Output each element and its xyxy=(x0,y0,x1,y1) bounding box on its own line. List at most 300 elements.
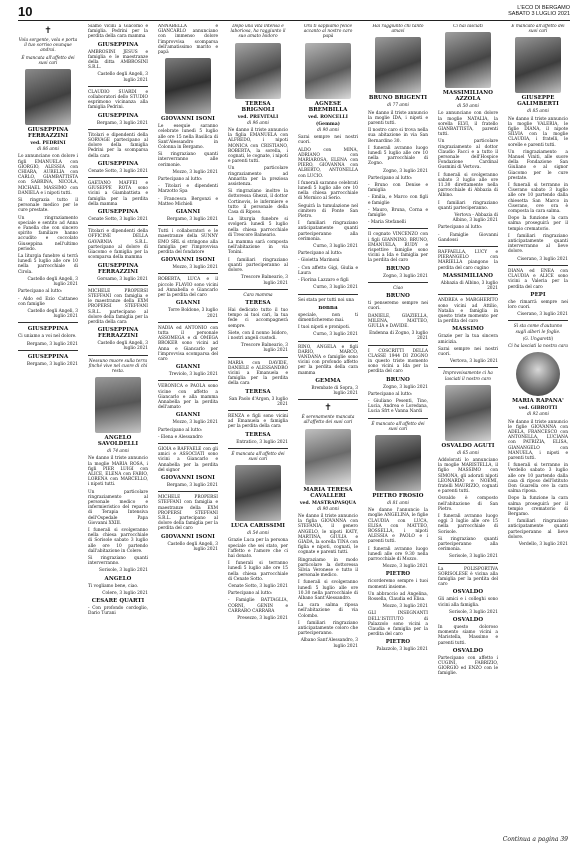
divider xyxy=(88,225,148,226)
divider xyxy=(88,177,148,178)
notice-signature: Sorisole, 3 luglio 2021 xyxy=(448,554,498,560)
paper-name: L'ECO DI BERGAMO xyxy=(517,5,570,11)
notice-text: GLI INSEGNANTI DELL'ISTITUTO di Palazzolo sono vicini a Claudia e famiglia per la perdita del caro xyxy=(368,611,428,638)
notice-signature: Mozzo, 3 luglio 2021 xyxy=(172,265,218,271)
portrait-photo xyxy=(235,465,281,521)
notice-intro: Ci ha lasciati la nostra cara xyxy=(508,343,568,349)
notice-text: - Mauro, Bruna, Corna e famiglie xyxy=(368,207,428,219)
deceased-age: di 90 anni xyxy=(317,128,339,134)
notice-signature: Cenate Sotto, 3 luglio 2021 xyxy=(228,584,288,589)
notice-text: Si ringraziano inoltre la dottoressa Ghezzi, il dottor Cortinovis, le infermiere e tutto il personale della Casa di Riposo. xyxy=(228,189,288,216)
notice-text: Partecipano al lutto: xyxy=(228,591,273,597)
notice-text: Si ringraziano quanti interverranno. xyxy=(88,556,148,567)
notice-text: La liturgia funebre si svolgerà lunedì 5 luglio nella chiesa parrocchiale di Trescore Balneario. xyxy=(228,217,288,238)
notice-signature: Zogno, 3 luglio 2021 xyxy=(382,384,428,390)
notice-text: - Bruno con Denise e famiglia xyxy=(368,183,428,194)
divider xyxy=(158,273,218,274)
notice-text: Un ringraziamento a Manuel Viniti, alle suore della Fondazione San Giuliano e al signor Giacomo per le cure prestate. xyxy=(508,149,568,181)
notice-text: I funerali avranno luogo lunedì alle ore 9.30 nella parrocchiale di Mozzo. xyxy=(368,546,428,562)
deceased-name: LUCA CARISSIMI xyxy=(230,523,286,530)
divider xyxy=(158,443,218,444)
notice-text: Il cognato VINCENZO con i figli GIANNINO, BRUNO, EMANUELA, RUDY e rispettive famiglie sono vicini a Ida e famiglia per la perdita del caro xyxy=(368,232,428,264)
notice-text: Ne danno il triste annuncio la moglie IDA, i nipoti e parenti tutti. xyxy=(368,110,428,127)
notice-text: NADIA ed ANTONIO con tutta il personale ASSOMEGA e di OMEGA BROKER sono vicini ad Anna e Giancarlo per l'improvvisa scomparsa del caro xyxy=(158,325,218,362)
notice-signature: Presezzo, 3 luglio 2021 xyxy=(237,616,288,622)
notice-text: Partecipano al lutto: xyxy=(438,225,483,231)
divider xyxy=(438,294,498,295)
divider xyxy=(158,225,218,226)
deceased-name: nonna xyxy=(318,304,338,311)
notice-text: Ci uniamo a voi nel dolore. xyxy=(18,334,77,340)
deceased-name: OSVALDO xyxy=(452,617,484,624)
portrait-photo xyxy=(235,43,281,99)
notice-signature: Bergamo, 3 luglio 2021 xyxy=(166,217,218,223)
notice-signature: Abbazia di Albino, 3 luglio 2021 xyxy=(440,280,498,292)
notice-signature: Mozzo, 3 luglio 2021 xyxy=(382,564,428,570)
notice-text: I tuoi nipoti e pronipoti. xyxy=(298,325,351,331)
deceased-age: di 65 anni xyxy=(457,450,479,456)
notice-text: Si ringraziano quanti interverranno alle cerimonie. xyxy=(158,152,218,168)
deceased-name: PIETRO FROSIO xyxy=(372,492,424,499)
notice-text: - Aldo ed Ezio Cattaneo con famiglie xyxy=(18,296,78,307)
notice-text: Le esequie saranno celebrate lunedì 5 luglio alle ore 15 nella Basilica di Sant'Alessandro in Colonna in Bergamo. xyxy=(158,124,218,151)
deceased-subname: ved. PEDRINI xyxy=(30,141,66,147)
deceased-name: GIUSEPPINA xyxy=(97,112,139,119)
column-6 xyxy=(368,24,428,844)
notice-text: MICHELE PROPERSI STEFFANI con famiglia e maestranze della EXM PROPERSI STEFFANI S.R.L. partecipano al dolore della famiglia per la perdita del caro xyxy=(158,495,218,532)
divider xyxy=(438,367,498,368)
deceased-name: PIETRO xyxy=(385,571,411,578)
deceased-name: BRUNO BRIGENTI xyxy=(368,95,428,102)
portrait-photo xyxy=(95,377,141,433)
notice-text: Ne danno il triste annuncio la figlia EMANUELA con ALFREDO, i nipoti MONICA con CRISTIANO, ROBERTA, la sorella, i cognati, le cognate, i nipoti e parenti tutti. xyxy=(228,128,288,165)
notice-intro: Ci hai lasciati xyxy=(453,24,483,29)
deceased-age: di 54 anni xyxy=(247,531,269,537)
notice-text: Un ringraziamento speciale e sentito ad Anna e Fanella che con sincero spirito familiare hanno accudito e coccolato Giuseppina nell'ultimo periodo. xyxy=(18,215,78,252)
notice-text: ricorderemo sempre i tuoi momenti insieme. xyxy=(368,579,428,590)
notice-text: Siamo vicini a Giacomo e famiglia. Pedrini per la perdita della cara mamma xyxy=(88,24,148,40)
deceased-name: GIUSEPPINA FERRAZZINI xyxy=(97,327,139,340)
notice-text: - Titolari e dipendenti Marzotto Spa xyxy=(158,184,218,195)
notice-signature: Zogno, 3 luglio 2021 xyxy=(382,273,428,279)
deceased-name: MARIA TERESA CAVALLERI xyxy=(303,486,353,499)
notice-text: Partecipano con affetto i CUGINI, FABRIZIO, GIORGIO ed ENZO con le famiglie. xyxy=(438,655,498,677)
notice-signature: Sorisole, 3 luglio 2021 xyxy=(98,568,148,574)
notice-text: Ne danno l'annuncio la moglie ANGELINA, le figlie CLAUDIA con LUCA, ELISA con MATTEO, ROSSELLA, i nipoti ALESSIA e PAOLO e i parenti tutti. xyxy=(368,508,428,545)
divider xyxy=(438,563,498,564)
notice-intro: È mancato all'affetto dei suoi cari xyxy=(371,421,425,432)
notice-text: La POLISPORTIVA SORISOLESE è vicina alla famiglia per la perdita del caro xyxy=(438,566,498,588)
notice-signature: Castello degli Angeli, 3 luglio 2021 xyxy=(97,341,148,352)
column-1 xyxy=(18,24,78,844)
deceased-name: GIOVANNI ISONI xyxy=(161,116,215,123)
deceased-name: GIUSEPPINA xyxy=(27,353,69,360)
notice-text: DIANA ed ENEA con CLAUDIA e ALICE sono vicini a Valeria per la perdita del caro xyxy=(508,268,568,290)
notice-text: ANDREA e MARGHERITO sono vicini ad Attilio, Natalia e famiglia in questo triste momento per la perdita del caro xyxy=(438,298,498,325)
notice-intro: Cara mamma xyxy=(243,292,273,298)
notice-signature: Bergamo, 3 luglio 2021 xyxy=(96,120,148,126)
deceased-name: OSVALDO xyxy=(452,647,484,654)
divider xyxy=(228,289,288,290)
notice-text: I funerali avranno luogo oggi 3 luglio alle ore 15 nella parrocchiale di Sorisole. xyxy=(438,513,498,535)
notice-text: Sarai sempre nei nostri cuori. xyxy=(298,135,358,146)
notice-text: Titolari e dipendenti della SORVAGE partecipano al dolore della famiglia Pedrini per la scomparsa della cara xyxy=(88,132,148,159)
notice-quote: Vola sorgente, vola e porta il tuo sorriso ovunque andrai. xyxy=(18,38,78,54)
notice-text: speciale, non ti dimenticheremo mai. xyxy=(298,312,358,323)
deceased-name: MASSIMILIANO xyxy=(442,272,494,279)
notice-signature: Curno, 3 luglio 2021 xyxy=(313,285,358,291)
deceased-name: GEMMA xyxy=(315,377,341,384)
notice-intro: Ora ti sappiamo felice accanto al nostro caro papà xyxy=(303,24,353,40)
notice-text: GAETANO MAFFEI e GIUSEPPE ROTA sono vicini a Giambattista e famiglia per la perdita della mamma xyxy=(88,181,148,207)
notice-intro: È serenamente mancata all'affetto dei suoi cari xyxy=(301,415,355,426)
divider xyxy=(508,265,568,266)
notice-text: Seguirà la tumulazione nel cimitero di Ponte San Pietro. xyxy=(298,203,358,220)
notice-text: Gli amici e i colleghi sono vicini alla famiglia. xyxy=(438,597,498,608)
divider xyxy=(368,228,428,229)
notice-text: I funerali si terranno in Verdello sabato 3 luglio alle ore 10 partendo dalla casa di riposo dell'Istituto Don Guarella ove la cara salma riposa. xyxy=(508,463,568,495)
deceased-name: GIOVANNI ISONI xyxy=(161,257,215,264)
notice-text: Un particolare ringraziamento al personale medico e infermieristico del reparto di Terapia Intensiva dell'Ospedale Papa Giovanni XXIII. xyxy=(88,489,148,526)
divider xyxy=(88,285,148,286)
cross-icon: ✝ xyxy=(44,26,52,36)
notice-signature: Cenate Sotto, 3 luglio 2021 xyxy=(88,217,148,223)
notice-text: I COSCRITTI DELLA CLASSE 1944 DI ZOGNO in questo triste momento sono vicini a Ida per la perdita del caro xyxy=(368,348,428,375)
notice-text: Titolari e dipendenti della OFFICINE DELLA GAVARNIA S.R.L. partecipano al dolore di Giacomo e famiglia per la scomparsa della mamma xyxy=(88,229,148,261)
deceased-age: di 90 anni xyxy=(317,506,339,512)
notice-signature: Colere, 3 luglio 2021 xyxy=(102,590,148,596)
column-3 xyxy=(158,24,218,844)
notice-signature: Trescore Balneario, 3 luglio 2021 xyxy=(240,343,288,354)
notice-text: I funerali si svolgeranno nella chiesa parrocchiale di Sorisole sabato 3 luglio alle ore 10 partendo dall'abitazione in Colere. xyxy=(88,527,148,554)
notice-signature: Mozzo, 3 luglio 2021 xyxy=(172,169,218,175)
notice-quote: Nessuno muore sulla terra finché vive nel cuore di chi resta. xyxy=(88,358,148,374)
notice-text: GIOIA e RAFFAELE con gli amici e ASSOCIATI sono vicini a Giancarlo e Annabella per la perdita del signor xyxy=(158,446,218,473)
notice-text: I familiari ringraziano anticipatamente quanti interverranno al lieve dolore. xyxy=(508,233,568,255)
divider xyxy=(298,294,358,295)
column-8 xyxy=(508,24,568,844)
notice-text: Partecipano al lutto: xyxy=(158,177,203,183)
notice-signature: Mozzo, 3 luglio 2021 xyxy=(382,604,428,610)
deceased-name: GIUSEPPINA xyxy=(97,160,139,167)
notice-text: ANNABELLA e GIANCARLO annunciano con immenso dolore l'improvvisa scomparsa dell'amatissimo marito e papà xyxy=(158,24,218,56)
portrait-photo xyxy=(445,32,491,88)
page-number: 10 xyxy=(18,4,33,19)
page-header xyxy=(18,6,570,21)
notice-text: ROBERTA, LUCA e il piccolo FLAVIO sono vicini ad Annabella e Giancarlo per la perdita del caro xyxy=(158,277,218,299)
divider xyxy=(158,322,218,323)
notice-quote: Sì sta come d'autunno sugli alberi le foglie. xyxy=(513,324,563,335)
notice-intro: Dopo una vita intensa e laboriosa, ha raggiunto il suo amato Isidoro xyxy=(230,24,286,40)
notice-text: Dopo la funzione la cara salma proseguirà per il tempio crematorio di Bergamo. xyxy=(508,496,568,517)
deceased-name: ANGELO xyxy=(104,575,132,582)
portrait-photo xyxy=(445,385,491,441)
notice-signature: Gorsamo, 3 luglio 2021 xyxy=(97,276,148,282)
notice-text: I funerali avranno luogo lunedì 5 luglio alle ore 10 nella parrocchiale di Zogno. xyxy=(368,145,428,167)
deceased-name: GIUSEPPINA xyxy=(97,209,139,216)
notice-signature: Vertova, 3 luglio 2021 xyxy=(450,359,498,365)
notice-signature: Entratico, 3 luglio 2021 xyxy=(236,439,288,445)
notice-text: La liturgia funebre si terrà lunedì 5 luglio alle ore 10 nella parrocchiale di Cirola. xyxy=(18,254,78,275)
notice-text: I funerali si svolgeranno lunedì 5 luglio alle ore 10.30 nella parrocchiale di Albano Sant'Alessandro. xyxy=(298,580,358,601)
notice-signature: Castello degli Angeli, 3 luglio 2021 xyxy=(167,541,218,552)
notice-text: RENZA e figli sono vicini ad Emanuela e famiglia per la perdita della cara xyxy=(228,413,288,430)
deceased-name: OSVALDO AGUTI xyxy=(441,442,495,449)
notice-text: Partecipano al lutto: xyxy=(368,175,413,181)
deceased-name: AGNESE BREMBILLA xyxy=(308,100,348,113)
notice-text: - Fiorina Lazzaro e figli xyxy=(298,278,349,284)
notice-text: Un particolare ringraziamento al dottor Claudio Facci e a tutto il personale dell'Hospice Fondazione Cardinal Gusmini di Vertova. xyxy=(438,139,498,171)
divider xyxy=(88,129,148,130)
notice-signature: Curno, 3 luglio 2021 xyxy=(313,244,358,250)
deceased-name: PIETRO xyxy=(385,639,411,646)
notice-text: Grazie per la tua sincera amicizia. xyxy=(438,334,498,345)
divider xyxy=(228,448,288,449)
notice-signature: Treviolo, 3 luglio 2021 xyxy=(168,372,218,378)
cross-icon: ✝ xyxy=(324,403,332,414)
notice-intro: È mancata all'affetto dei suoi cari xyxy=(231,451,285,462)
notice-text: Ne danno il triste annuncio la moglie MARIA ROSA, i figli PIER LUIGI con ALICE, ELENA con FABIO, LORENA con MARCELLO, i nipoti tutti. xyxy=(88,456,148,488)
notice-text: - Giuliano Pesenti, Tino, Lucia, Andrea e Loredana, Lucia Sfrt e Vanna Nardi xyxy=(368,398,428,415)
notice-signature: Brembate di Sopra, 3 luglio 2021 xyxy=(311,385,358,396)
notice-text: ti penseremo sempre nei cuori. xyxy=(368,301,428,312)
notice-text: I familiari ringraziano anticipatamente quanti parteciperanno al lieve dolore. xyxy=(508,519,568,540)
divider xyxy=(228,357,288,358)
notice-text: In questo doloroso momento siamo vicini a Maristella, Massimo e parenti tutti. xyxy=(438,625,498,646)
deceased-name: GIANNI xyxy=(175,300,201,307)
deceased-name: GIANNI xyxy=(175,209,201,216)
notice-text: I familiari ringraziano quanti parteciperanno. xyxy=(438,200,498,211)
deceased-name: MASSIMILIANO AZZOLA xyxy=(442,90,494,103)
deceased-age: di 74 anni xyxy=(107,449,129,455)
notice-text: Un particolare ringraziamento ad Annarita per la preziosa assistenza. xyxy=(228,166,288,188)
notice-intro: Hai raggiunto chi tanto amavi xyxy=(372,24,424,35)
divider xyxy=(368,282,428,283)
notice-signature: Castello degli Angeli, 3 luglio 2021 xyxy=(27,308,78,320)
notice-text: I funerali si terranno lunedì 5 luglio alle ore 15 nella chiesa parrocchiale di Cenate Sotto. xyxy=(228,561,288,582)
deceased-age: di 50 anni xyxy=(457,104,479,110)
notice-signature: Albano Sant'Alessandro, 3 luglio 2021 xyxy=(300,638,358,649)
notice-signature: Castello degli Angeli, 3 luglio 2021 xyxy=(97,72,148,83)
notice-quote-author: (G. Ungaretti) xyxy=(522,336,554,342)
notice-text: Dopo la funzione la cara salma proseguirà per il tempio crematorio. xyxy=(508,216,568,232)
notice-text: Partecipano al lutto: xyxy=(298,251,343,257)
deceased-name: GIOVANNI ISONI xyxy=(161,533,215,540)
notice-text: MARIA con DAVIDE, DANIELE e ALESSANDRO vicini a Emanuela e famiglia per la perdita della cara xyxy=(228,360,288,387)
deceased-age: di 77 anni xyxy=(387,103,409,109)
notice-text: Grazie Luca per la persona speciale che sei stato, per l'affetto e l'amore che ci hai donato. xyxy=(228,538,288,559)
divider xyxy=(158,491,218,492)
notice-text: Siete, con il nonno Isidoro, i nostri angeli custodi. xyxy=(228,330,288,341)
divider xyxy=(88,355,148,356)
deceased-name: GIUSEPPINA xyxy=(97,41,139,48)
notice-text: La cara salma riposa nell'abitazione di via Colombo. xyxy=(298,603,358,619)
notice-text: ALDO con MINA, ADRIANO con MARIAROSA, ELENA con PIERO, GIOVANNA con ALBERTO, ANTONELLA con LUCIO. xyxy=(298,147,358,179)
notice-text: Partecipano al lutto: xyxy=(368,391,413,397)
deceased-name: GIUSEPPINA FERRAZZINI xyxy=(27,127,69,140)
notice-text: Partecipano al lutto: xyxy=(18,289,63,295)
divider xyxy=(368,418,428,419)
portrait-photo xyxy=(305,43,351,99)
deceased-name: GIANNI xyxy=(175,412,201,419)
notice-text: I funerali saranno celebrati lunedì 5 luglio alle ore 10 nella chiesa parrocchiale di Mornico al Serio. xyxy=(298,180,358,202)
notice-text: - Gioietta Marinoni xyxy=(298,258,340,264)
notice-text: - Francesca Bergonzi e Matteo Michieli xyxy=(158,196,218,207)
notice-intro: È mancata all'affetto dei suoi cari xyxy=(21,55,75,66)
notice-text: Lo annunciano con dolore la moglie NATALIA, la sorella ELVI, il fratello GIANBATTISTA, parenti tutti. xyxy=(438,111,498,138)
notice-text: Partecipano al lutto: xyxy=(158,427,203,433)
deceased-name: OSVALDO xyxy=(452,589,484,596)
notice-signature: Palazzolo, 3 luglio 2021 xyxy=(376,647,428,653)
deceased-age: di 96 anni xyxy=(247,120,269,126)
deceased-name: GIOVANNI ISONI xyxy=(161,474,215,481)
deceased-name: PEPI xyxy=(530,291,546,298)
notice-text: Sei stata per tutti noi una xyxy=(298,297,354,303)
deceased-nickname: (Gemma) xyxy=(316,121,340,127)
deceased-age: di 81 anni xyxy=(387,500,409,506)
divider xyxy=(298,341,358,342)
deceased-subname: ved. MASTRAPASQUA xyxy=(299,500,357,506)
divider xyxy=(18,322,78,323)
continue-note: Continua a pagina 39 xyxy=(502,836,568,843)
deceased-subname: ved. RONCELLI xyxy=(308,114,348,120)
notice-text: Ne danno il triste annuncio la moglie VALERIA, le figlie DIANA, il nipote SILVIA con la moglie CLAUDIA, i fratelli, le sorelle e parenti tutti. xyxy=(508,116,568,148)
deceased-subname: ved. PREVITALI xyxy=(237,114,279,120)
column-5 xyxy=(298,24,358,844)
notice-text: Ne danno il triste annuncio la figlia GIOVANNA con STEFANIA, il genero ANGELO, le nipoti KATY, MARTINA, GIULIA e GIADA, la sorella TINA con figlia e nipoti, cognati, le cognate e parenti tutti. xyxy=(298,513,358,556)
divider xyxy=(508,320,568,321)
notice-signature: Bergamo, 3 luglio 2021 xyxy=(166,482,218,488)
notice-text: - Maria Stefanelli xyxy=(368,220,406,226)
notice-signature: Bergamo, 3 luglio 2021 xyxy=(26,361,78,367)
portrait-photo xyxy=(25,69,71,125)
deceased-name: BRUNO xyxy=(386,265,410,272)
notice-text: - Con affetto Gigi, Giulia e Laura xyxy=(298,265,358,276)
notice-signature: Ciserano, 3 luglio 2021 xyxy=(517,312,568,318)
deceased-name: CESARE QUARTI xyxy=(91,598,145,605)
notice-text: I familiari ringraziano quanti parteciperanno al dolore. xyxy=(228,257,288,274)
notice-text: Ringraziamo in modo particolare la dottoressa Silvia Veronese e tutto il personale medico. xyxy=(298,557,358,579)
notice-text: VERONICA e PAOLA sono vicine con affetto a Giancarlo e alla mamma Annabella per la perdita dell'amato xyxy=(158,384,218,411)
notice-text: RAFFAELLA, LUCY e PIERANGELO con MARIELLA piangono la perdita del caro cugino xyxy=(438,250,498,271)
deceased-name: TERESA xyxy=(245,388,271,395)
notice-text: Addolorati lo annunciano la moglie MARISTELLA, il figlio MASSIMO con SIMONA, gli adorati nipoti LEONARDO e NOEMI, fratelli MAURIZIO, cognati e parenti tutti. xyxy=(438,457,498,495)
notice-intro: Ciao xyxy=(393,285,403,291)
notice-intro: È mancato all'affetto dei suoi cari xyxy=(511,24,565,35)
notice-signature: Curno, 3 luglio 2021 xyxy=(313,332,358,338)
divider xyxy=(438,246,498,247)
deceased-name: ANGELO SAVOLDELLI xyxy=(97,435,139,448)
notice-text: CLAUDIO SUARDI e collaboratori dello STUDIO esprimono vicinanza alla famiglia Pedrini. xyxy=(88,89,148,111)
notice-text: Si ringrazia tutto il personale medico per le cure prestate. xyxy=(18,198,78,214)
notice-text: I familiari ringraziano anticipatamente coloro che parteciperanno. xyxy=(298,620,358,637)
divider xyxy=(88,86,148,87)
deceased-age: di 86 anni xyxy=(37,147,59,153)
notice-text: che rimarrà sempre nei loro cuori. xyxy=(508,299,568,310)
notice-signature: Trescore Balneario, 3 luglio 2021 xyxy=(240,275,288,286)
deceased-name: TERESA xyxy=(245,299,271,306)
notice-text: Ti vogliamo bene, ciao. xyxy=(88,583,139,589)
deceased-name: TERESA xyxy=(245,431,271,438)
divider xyxy=(158,380,218,381)
notice-text: I funerali si svolgeranno sabato 3 luglio alle ore 11.30 direttamente nella parrocchiale di Abbazia di Albino. xyxy=(438,172,498,199)
notice-text: La mamma sarà composta nell'abitazione in via Tonini. xyxy=(228,240,288,256)
deceased-age: di 85 anni xyxy=(527,109,549,115)
portrait-photo xyxy=(375,37,421,93)
column-4 xyxy=(228,24,288,844)
paper-date: SABATO 3 LUGLIO 2021 xyxy=(508,11,570,17)
deceased-name: GIUSEPPINA xyxy=(27,326,69,333)
portrait-photo xyxy=(375,435,421,491)
deceased-name: TERESA BRIGNOLI xyxy=(241,100,275,113)
notice-signature: Endenna di Zogno, 3 luglio 2021 xyxy=(369,331,428,342)
notice-text: Hai dedicato tutto il tuo tempo ai tuoi cari, la tua fede ci accompagnerà sempre. xyxy=(228,307,288,329)
notice-signature: Mozzo, 3 luglio 2021 xyxy=(172,420,218,426)
deceased-name: GIANNI xyxy=(175,364,201,371)
notice-text: AMBROSINI JESUS e famiglia e le maestranze della ditta AMBROSINI S.R.L. xyxy=(88,49,148,71)
notice-text: Sarai sempre nei nostri cuori. xyxy=(438,346,498,357)
deceased-name: MASSIMO xyxy=(452,326,484,333)
deceased-name: BRUNO xyxy=(386,376,410,383)
notice-signature: Sorisole, 3 luglio 2021 xyxy=(448,609,498,615)
newspaper-masthead xyxy=(508,5,570,17)
notice-text: Un abbraccio ad Angelina, Rossella, Claudia ed Elisa. xyxy=(368,591,428,602)
deceased-name: GIUSEPPINA FERRAZZINI xyxy=(97,262,139,275)
column-7 xyxy=(438,24,498,844)
portrait-photo xyxy=(305,429,351,485)
notice-text: - Famiglie Giovanni Gandossi xyxy=(438,232,498,243)
portrait-photo xyxy=(165,58,211,114)
portrait-photo xyxy=(516,352,560,396)
divider xyxy=(368,345,428,346)
column-2 xyxy=(88,24,148,844)
notice-text: Osvaldo è composto nell'abitazione di San Pietro. xyxy=(438,496,498,512)
notice-text: DANIELE, GIAZIELLA, MILENA, MATTEO, GIULIA e DAVIDE. xyxy=(368,313,428,329)
notice-signature: San Paolo d'Argon, 3 luglio 2021 xyxy=(228,396,288,407)
notice-text: Tutti i collaboratori e le maestranze della SUNNY EMO SRL si stringono alla famiglia per l'improvvisa perdita del fondatore xyxy=(158,229,218,256)
notice-signature: Ciserano, 3 luglio 2021 xyxy=(517,256,568,262)
notice-signature: Zogno, 3 luglio 2021 xyxy=(382,168,428,174)
notice-text: MICHELE PROPERSI STEFFANI con famiglia e le maestranze della EXM PROPERSI STEFFANI S.R.L. partecipano al dolore della famiglia per la perdita della cara xyxy=(88,288,148,325)
deceased-subname: ved. GIBROTTI xyxy=(518,406,558,412)
notice-signature: Cenate Sotto, 3 luglio 2021 xyxy=(88,168,148,174)
notice-text: Ne danno il triste annuncio le figlie GIOVANNA con ADELA, FRANCESCO con ANTONELLA, LUCIANA con PATRIZIA, ELISA, GIANANGELO con MANUELA, i nipoti e parenti tutti. xyxy=(508,419,568,461)
notice-text: RINO, ANGELA e figli DARIO, MARCO, VANDANA e famiglie sono vicini con profondo affetto per la perdita della cara mamma xyxy=(298,344,358,376)
divider xyxy=(228,410,288,411)
divider xyxy=(298,399,358,400)
deceased-name: GIUSEPPE GALIMBERTI xyxy=(517,95,559,108)
notice-text: Si ringraziano quanti parteciperanno alla cerimonia. xyxy=(438,536,498,553)
notice-intro: Improvvisamente ci ha lasciati il nostro caro xyxy=(443,371,493,382)
notice-text: Lo annunciano con dolore i figli EMANUELA con GIORGIO, ALESSIA con CHIARA, AURELIA con CARLO, GIAMBATTISTA con SABRINA, NICOLA, MICHAEL MASSIMO con DANIELA e i nipoti tutti. xyxy=(18,154,78,196)
divider xyxy=(18,350,78,351)
notice-text: - Elena e Alessandro xyxy=(158,434,203,440)
notice-text: - Famiglie BATTAGLIA, CORNI, GENIN e CARRARO CARRARA xyxy=(228,598,288,614)
portrait-photo xyxy=(515,37,561,93)
notice-signature: Castello degli Angeli, 3 luglio 2021 xyxy=(27,276,78,288)
notice-text: I funerali si terranno in Ciserano sabato 3 luglio alle ore 10 partendo dalla chiesetta San Marco in Ciserano, ove ora è composta la cara salma. xyxy=(508,183,568,215)
notice-signature: Torre Boldone, 3 luglio 2021 xyxy=(168,308,218,319)
notice-text: - Emilia, e Marco con figli e famiglie xyxy=(368,195,428,206)
notice-signature: Vertova - Abbazia di Albino, 3 luglio 2021 xyxy=(452,213,498,224)
deceased-name: BRUNO xyxy=(386,293,410,300)
notice-text: I familiari ringraziano anticipatamente quanti parteciperanno alla cerimonia. xyxy=(298,221,358,242)
notice-signature: Verdello, 3 luglio 2021 xyxy=(518,542,568,547)
deceased-age: di 92 anni xyxy=(527,412,549,418)
notice-text: - Con profondo cordoglio, Dario Turani xyxy=(88,606,148,617)
notice-text: Il nostro caro si trova nella sua abitazione in via San Bernardino 30. xyxy=(368,128,428,144)
notice-signature: Bergamo, 3 luglio 2021 xyxy=(26,341,78,347)
